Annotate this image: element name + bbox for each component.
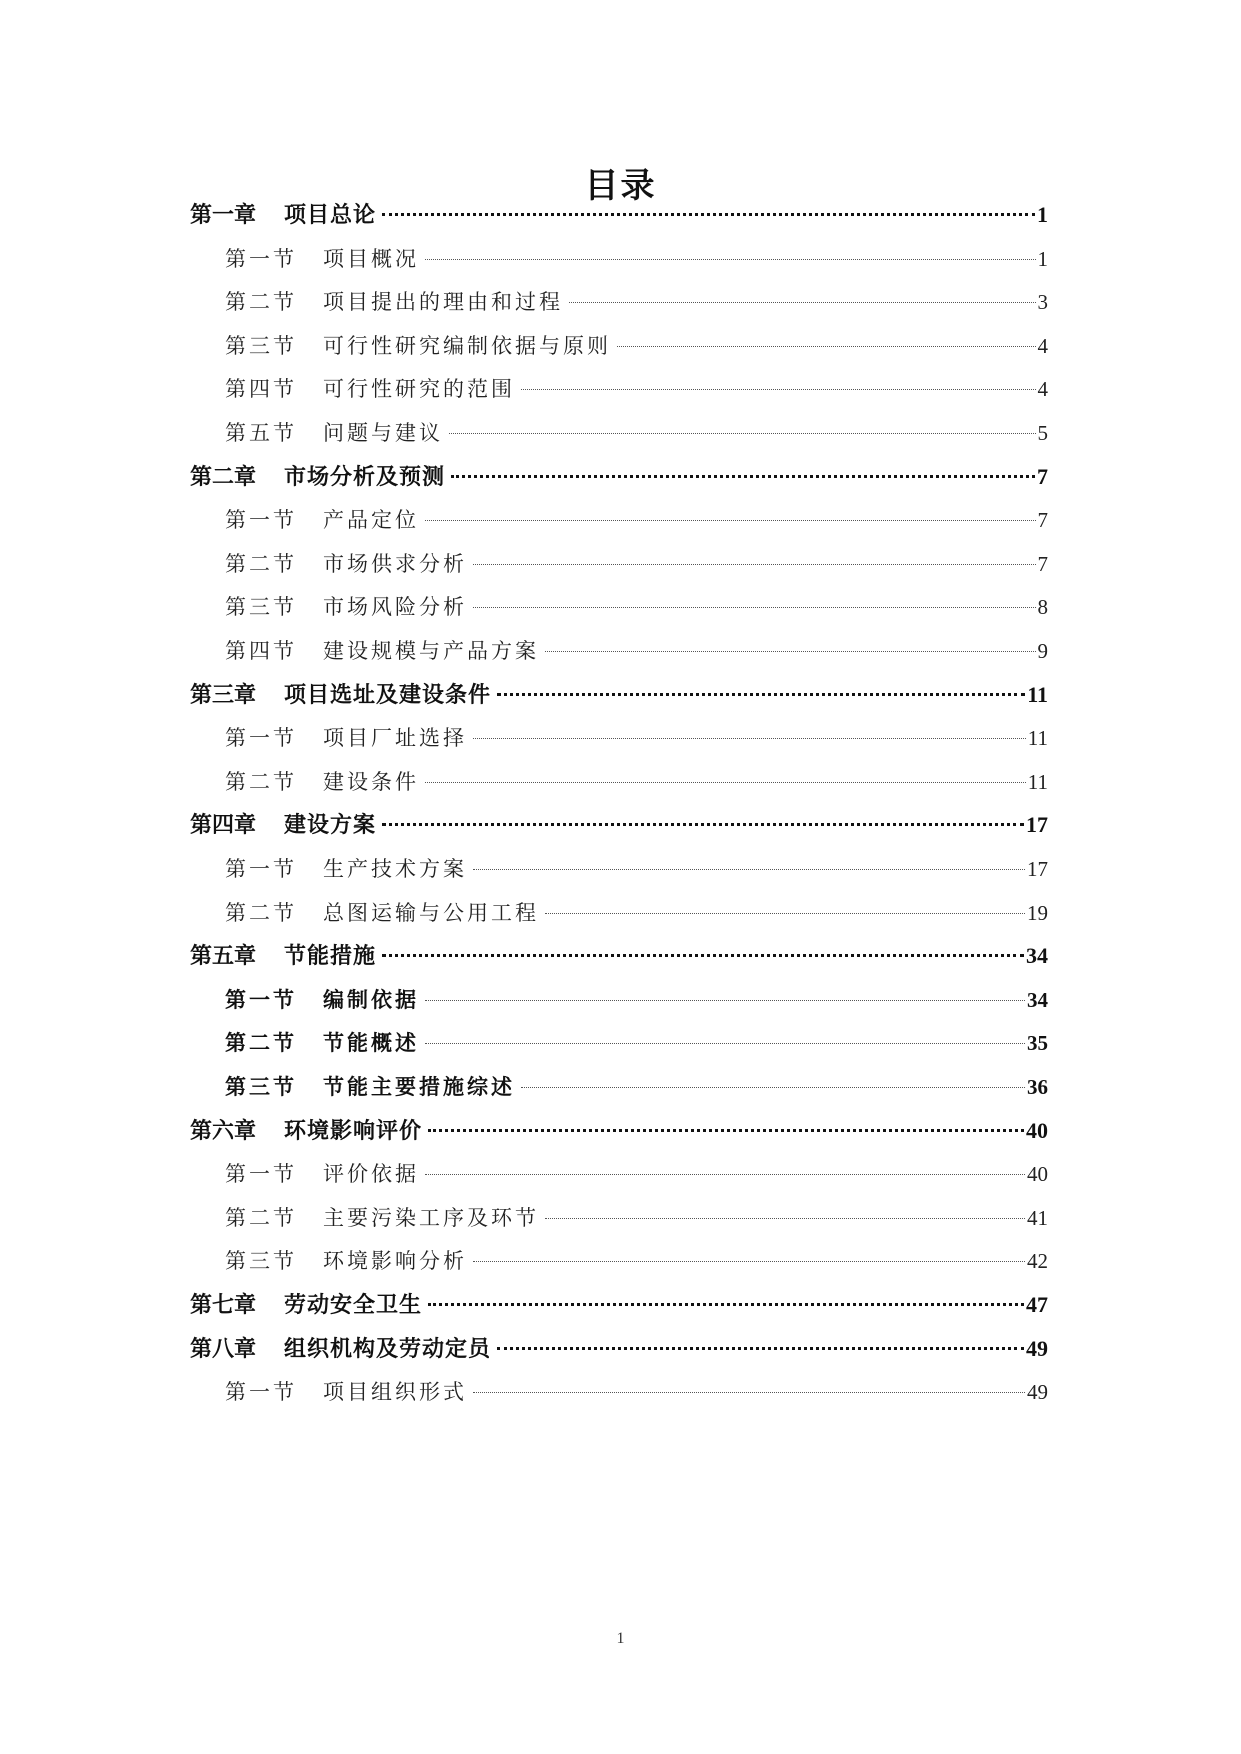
dot-leader xyxy=(425,520,1036,521)
section-number: 第二节 xyxy=(225,1205,297,1230)
section-title: 节能主要措施综述 xyxy=(323,1074,515,1099)
section-title: 编制依据 xyxy=(323,986,419,1012)
toc-section-entry[interactable] xyxy=(225,983,1048,1017)
dot-leader xyxy=(497,1347,1024,1350)
section-title: 建设规模与产品方案 xyxy=(323,639,539,663)
section-number: 第二节 xyxy=(225,551,297,576)
toc-page-number: 49 xyxy=(1026,1335,1048,1361)
chapter-number: 第四章 xyxy=(190,812,257,839)
toc-page-number: 7 xyxy=(1037,463,1048,489)
toc-page-number: 4 xyxy=(1037,333,1048,358)
dot-leader xyxy=(425,1043,1025,1044)
toc-chapter-entry[interactable] xyxy=(190,808,1048,842)
section-number: 第三节 xyxy=(225,1074,297,1099)
toc-section-entry[interactable] xyxy=(225,896,1048,930)
section-title: 主要污染工序及环节 xyxy=(323,1205,539,1230)
dot-leader xyxy=(521,1087,1025,1088)
section-title: 项目厂址选择 xyxy=(323,726,467,751)
toc-section-entry[interactable] xyxy=(225,285,1048,319)
chapter-title: 劳动安全卫生 xyxy=(284,1292,423,1318)
toc-section-entry[interactable] xyxy=(225,242,1048,276)
chapter-title: 组织机构及劳动定员 xyxy=(284,1335,492,1362)
toc-page-number: 3 xyxy=(1037,290,1048,315)
toc-page-number: 17 xyxy=(1026,812,1048,838)
toc-page-number: 11 xyxy=(1027,726,1048,751)
toc-section-entry[interactable] xyxy=(225,590,1048,624)
dot-leader xyxy=(473,564,1036,565)
chapter-number: 第八章 xyxy=(190,1335,257,1362)
toc-page-number: 41 xyxy=(1027,1205,1048,1230)
section-title: 总图运输与公用工程 xyxy=(323,900,539,925)
section-title: 环境影响分析 xyxy=(323,1249,467,1274)
dot-leader xyxy=(521,389,1036,390)
dot-leader xyxy=(449,433,1036,434)
toc-page-number: 7 xyxy=(1037,508,1048,533)
dot-leader xyxy=(473,1261,1025,1262)
toc-page-number: 42 xyxy=(1027,1249,1048,1274)
dot-leader xyxy=(545,1218,1025,1219)
dot-leader xyxy=(473,1392,1025,1393)
toc-section-entry[interactable] xyxy=(225,503,1048,537)
section-title: 项目提出的理由和过程 xyxy=(323,290,563,315)
toc-page-number: 35 xyxy=(1027,1031,1048,1056)
section-title: 市场供求分析 xyxy=(323,551,467,576)
dot-leader xyxy=(428,1303,1024,1306)
section-number: 第一节 xyxy=(225,1162,297,1187)
section-number: 第一节 xyxy=(225,508,297,533)
chapter-number: 第七章 xyxy=(190,1292,257,1318)
dot-leader xyxy=(473,738,1026,739)
toc-page-number: 40 xyxy=(1026,1117,1048,1143)
section-number: 第四节 xyxy=(225,377,297,402)
toc-section-entry[interactable] xyxy=(225,329,1048,363)
toc-section-entry[interactable] xyxy=(225,1070,1048,1104)
chapter-title: 项目选址及建设条件 xyxy=(284,681,492,708)
toc-chapter-entry[interactable] xyxy=(190,1288,1048,1322)
toc-page-number: 17 xyxy=(1027,857,1048,881)
toc-section-entry[interactable] xyxy=(225,1244,1048,1278)
section-number: 第二节 xyxy=(225,290,297,315)
dot-leader xyxy=(425,259,1036,260)
section-title: 市场风险分析 xyxy=(323,595,467,620)
toc-page-number: 11 xyxy=(1027,769,1048,794)
toc-chapter-entry[interactable] xyxy=(190,1332,1048,1366)
section-number: 第一节 xyxy=(225,857,297,881)
section-title: 节能概述 xyxy=(323,1030,419,1056)
dot-leader xyxy=(545,651,1036,652)
toc-section-entry[interactable] xyxy=(225,547,1048,581)
section-title: 建设条件 xyxy=(323,769,419,794)
section-number: 第一节 xyxy=(225,726,297,751)
toc-chapter-entry[interactable] xyxy=(190,1114,1048,1148)
dot-leader xyxy=(545,913,1025,914)
toc-page-number: 1 xyxy=(1037,202,1048,227)
section-title: 可行性研究编制依据与原则 xyxy=(323,333,611,358)
toc-section-entry[interactable] xyxy=(225,634,1048,668)
section-title: 产品定位 xyxy=(323,508,419,533)
section-title: 问题与建议 xyxy=(323,421,443,445)
toc-page-number: 34 xyxy=(1027,987,1048,1012)
toc-chapter-entry[interactable] xyxy=(190,460,1048,494)
dot-leader xyxy=(497,693,1025,696)
toc-section-entry[interactable] xyxy=(225,721,1048,755)
dot-leader xyxy=(425,1174,1025,1175)
chapter-number: 第二章 xyxy=(190,463,257,490)
section-number: 第二节 xyxy=(225,769,297,794)
toc-page-number: 47 xyxy=(1026,1292,1048,1317)
chapter-number: 第三章 xyxy=(190,681,257,708)
section-number: 第三节 xyxy=(225,1249,297,1274)
section-title: 项目组织形式 xyxy=(323,1380,467,1405)
toc-section-entry[interactable] xyxy=(225,1026,1048,1060)
chapter-title: 市场分析及预测 xyxy=(284,463,446,490)
toc-page-number: 7 xyxy=(1037,551,1048,576)
toc-section-entry[interactable] xyxy=(225,416,1048,450)
page-number-footer: 1 xyxy=(616,1630,625,1647)
dot-leader xyxy=(382,213,1035,216)
toc-page-number: 1 xyxy=(1037,246,1048,271)
section-title: 项目概况 xyxy=(323,246,419,271)
chapter-title: 节能措施 xyxy=(284,943,377,970)
toc-chapter-entry[interactable] xyxy=(190,939,1048,973)
toc-chapter-entry[interactable] xyxy=(190,198,1048,232)
chapter-title: 环境影响评价 xyxy=(284,1117,423,1144)
dot-leader xyxy=(382,954,1024,957)
dot-leader xyxy=(473,869,1025,870)
toc-section-entry[interactable] xyxy=(225,372,1048,406)
toc-page-number: 9 xyxy=(1037,639,1048,663)
section-number: 第一节 xyxy=(225,986,297,1012)
section-number: 第三节 xyxy=(225,595,297,620)
section-number: 第二节 xyxy=(225,1030,297,1056)
toc-page-number: 8 xyxy=(1037,595,1048,620)
toc-page-number: 5 xyxy=(1037,421,1048,445)
toc-page-number: 36 xyxy=(1027,1075,1048,1099)
dot-leader xyxy=(382,823,1024,826)
section-title: 可行性研究的范围 xyxy=(323,377,515,402)
chapter-number: 第五章 xyxy=(190,943,257,970)
section-number: 第五节 xyxy=(225,421,297,445)
page-title: 目录 xyxy=(584,166,657,206)
section-title: 评价依据 xyxy=(323,1162,419,1187)
chapter-number: 第六章 xyxy=(190,1117,257,1144)
toc-section-entry[interactable] xyxy=(225,1375,1048,1409)
toc-chapter-entry[interactable] xyxy=(190,678,1048,712)
toc-page-number: 40 xyxy=(1027,1162,1048,1187)
toc-page-number: 34 xyxy=(1026,943,1048,969)
chapter-title: 项目总论 xyxy=(284,202,377,228)
chapter-title: 建设方案 xyxy=(284,812,377,839)
toc-page-number: 49 xyxy=(1027,1380,1048,1405)
dot-leader xyxy=(428,1129,1024,1132)
chapter-number: 第一章 xyxy=(190,202,257,228)
section-number: 第一节 xyxy=(225,246,297,271)
section-number: 第四节 xyxy=(225,639,297,663)
toc-section-entry[interactable] xyxy=(225,765,1048,799)
section-number: 第三节 xyxy=(225,333,297,358)
dot-leader xyxy=(617,346,1036,347)
toc-section-entry[interactable] xyxy=(225,1157,1048,1191)
toc-section-entry[interactable] xyxy=(225,852,1048,886)
toc-section-entry[interactable] xyxy=(225,1201,1048,1235)
toc-page-number: 4 xyxy=(1037,377,1048,402)
section-number: 第一节 xyxy=(225,1380,297,1405)
toc-page-number: 11 xyxy=(1027,681,1048,707)
section-number: 第二节 xyxy=(225,900,297,925)
dot-leader xyxy=(569,302,1036,303)
dot-leader xyxy=(473,607,1036,608)
dot-leader xyxy=(425,782,1026,783)
dot-leader xyxy=(425,1000,1025,1001)
toc-page-number: 19 xyxy=(1027,900,1048,925)
dot-leader xyxy=(451,475,1035,478)
section-title: 生产技术方案 xyxy=(323,857,467,881)
